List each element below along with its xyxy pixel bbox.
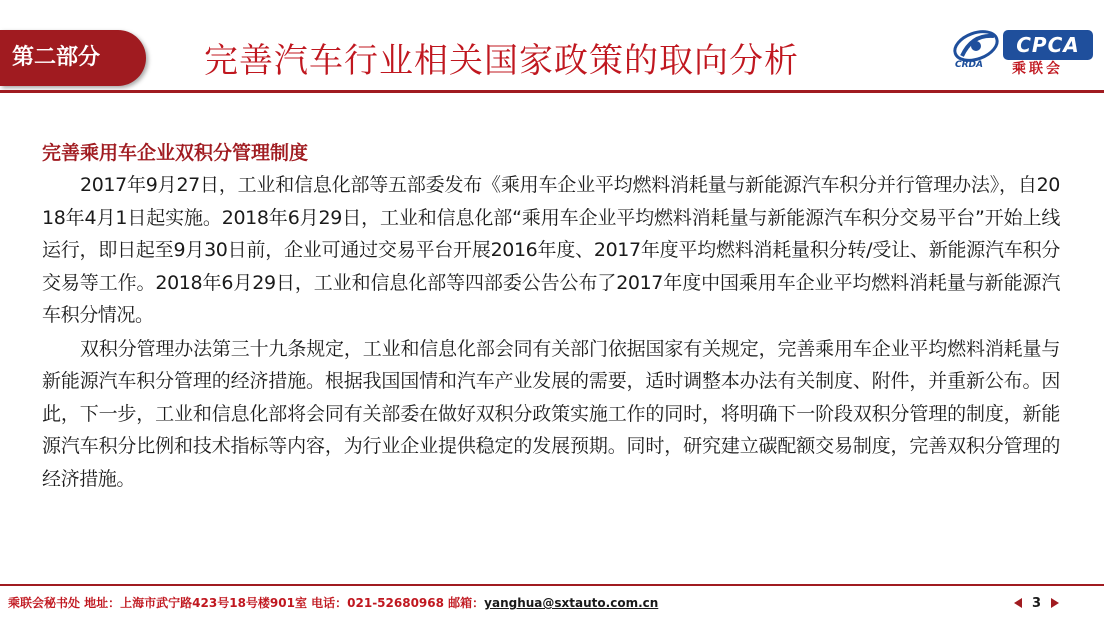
cpca-logo-cn: 乘联会 xyxy=(1012,61,1063,77)
paragraph: 双积分管理办法第三十九条规定，工业和信息化部会同有关部门依据国家有关规定，完善乘用车企业平均燃料消耗量与新能源汽车积分管理的经济措施。根据我国国情和汽车产业发展的需要，适时调整本办法有关制度、附件，并重新公布。因此，下一步，工业和信息化部将会同有关部委在做好双积分政策实施工作的同时，将明确下一阶段双积分管理的制度，新能源汽车积分比例和技术指标等内容，为行业企业提供稳定的发展预期。同时，研究建立碳配额交易制度，完善双积分管理的经济措施。 xyxy=(42,337,1060,490)
section-tag: 第二部分 xyxy=(0,30,146,86)
content-heading: 完善乘用车企业双积分管理制度 xyxy=(42,142,309,164)
page-title: 完善汽车行业相关国家政策的取向分析 xyxy=(204,41,799,81)
footer-info xyxy=(8,594,658,612)
header-divider xyxy=(0,90,1104,93)
previous-page-icon[interactable] xyxy=(1014,598,1022,608)
paragraph: 2017年9月27日，工业和信息化部等五部委发布《乘用车企业平均燃料消耗量与新能源汽车积分并行管理办法》，自2018年4月1日起实施。2018年6月29日，工业和信息化部“乘用车企业平均燃料消耗量与新能源汽车积分交易平台”开始上线运行，即日起至9月30日前，企业可通过交易平台开展2016年度、2017年度平均燃料消耗量积分转/受让、新能源汽车积分交易等工作。2018年6月29日，工业和信息化部等四部委公告公布了2017年度中国乘用车企业平均燃料消耗量与新能源汽车积分情况。 xyxy=(42,174,1060,326)
footer-email-link[interactable]: yanghua@sxtauto.com.cn xyxy=(484,596,659,610)
footer-contact: 乘联会秘书处 地址：上海市武宁路423号18号楼901室 电话：021-52680968 邮箱： xyxy=(8,596,485,610)
slide-header xyxy=(0,0,1104,92)
footer-divider xyxy=(0,584,1104,586)
next-page-icon[interactable] xyxy=(1051,598,1059,608)
page-number: 3 xyxy=(1032,595,1042,611)
cpca-logo: CPCA xyxy=(1003,30,1093,60)
content-body xyxy=(42,137,1060,495)
pager xyxy=(1014,593,1059,613)
crda-logo-text: CRDA xyxy=(955,60,983,70)
